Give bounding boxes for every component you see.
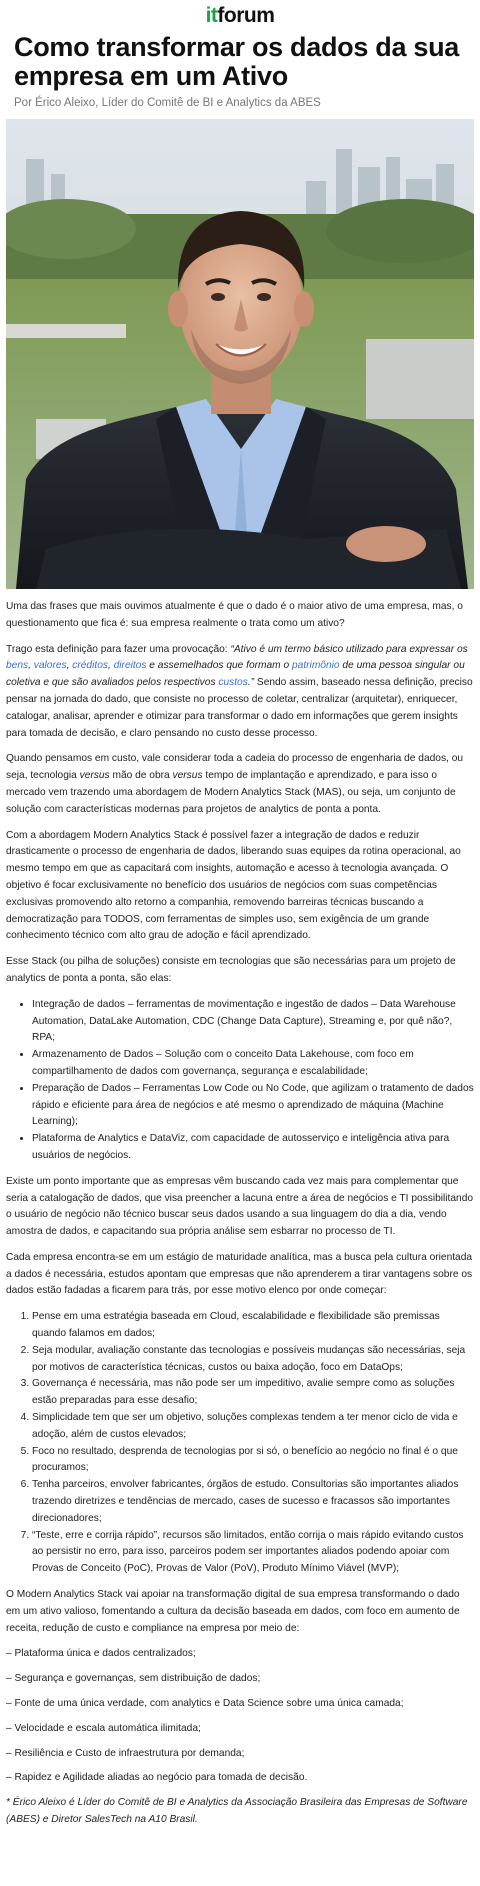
- text-span: mão de obra: [109, 770, 173, 782]
- text-span: ,: [66, 660, 73, 672]
- list-item: 4. Simplicidade tem que ser um objetivo, soluções complexas tendem a ter menor ciclo de vida e adoção, além de custos elevados;: [32, 1410, 474, 1444]
- list-item: • Armazenamento de Dados – Solução com o conceito Data Lakehouse, com foco em compartilhamento de dados com governança, segurança e escalabilidade;: [32, 1047, 474, 1081]
- list-item: – Resiliência e Custo de infraestrutura por demanda;: [6, 1747, 245, 1759]
- list-item: 7. “Teste, erre e corrija rápido”, recursos são limitados, então corrija o mais rápido evitando custos ao persistir no erro, para isso, parceiros podem ser importantes aliados podendo apoiar com Provas de Conceito (PoC), Provas de Valor (PoV), Produto Mínimo Viável (MVP);: [32, 1528, 474, 1578]
- stack-list: [6, 997, 474, 1165]
- list-item: – Plataforma única e dados centralizados;: [6, 1648, 196, 1660]
- link-creditos[interactable]: créditos: [72, 660, 108, 672]
- link-direitos[interactable]: direitos: [113, 660, 147, 672]
- list-item: – Segurança e governanças, sem distribuição de dados;: [6, 1673, 261, 1685]
- logo-forum: forum: [217, 4, 275, 27]
- list-item: 6. Tenha parceiros, envolver fabricantes, órgãos de estudo. Consultorias são importantes aliados trazendo diretrizes e tendências de mercado, cases de sucesso e fracassos são importantes direcionadores;: [32, 1477, 474, 1527]
- article-byline: Por Érico Aleixo, Líder do Comitê de BI e Analytics da ABES: [14, 97, 321, 109]
- link-valores[interactable]: valores: [33, 660, 67, 672]
- steps-list: [6, 1309, 474, 1578]
- text-span: “Ativo é um termo básico utilizado para expressar os: [230, 643, 468, 655]
- list-item: – Velocidade e escala automática ilimitada;: [6, 1722, 201, 1734]
- text-span: e assemelhados que formam o: [146, 660, 292, 672]
- text-span: versus: [79, 770, 110, 782]
- paragraph-definition: [6, 642, 474, 743]
- author-footnote: * Érico Aleixo é Líder do Comitê de BI e Analytics da Associação Brasileira das Empresas de Software (ABES) e Diretor SalesTech na A10 Brasil.: [6, 1797, 468, 1825]
- text-span: versus: [172, 770, 203, 782]
- text-span: Trago esta definição para fazer uma provocação:: [6, 643, 231, 655]
- list-item: 2. Seja modular, avaliação constante das tecnologias e possíveis mudanças são necessárias, seja por motivos de característica técnicas, custos ou baixa adoção, foco em DataOps;: [32, 1343, 474, 1377]
- list-item: 5. Foco no resultado, desprenda de tecnologias por si só, o benefício ao negócio no final é o que procuramos;: [32, 1444, 474, 1478]
- paragraph-stack-intro: Esse Stack (ou pilha de soluções) consiste em tecnologias que são necessárias para um projeto de analytics de ponta a ponta, são elas:: [6, 956, 456, 984]
- text-span: ,: [107, 660, 114, 672]
- text-span: Sendo assim, baseado nessa definição, preciso pensar na jornada do dado, que consiste no processo de coletar, centralizar (arquitetar), enriquecer, catalogar, analisar, aprender e otimizar para transformar o dado em informações que gerem insights para tomada de decisão, e claro pensando no custo desse processo.: [6, 677, 473, 739]
- list-item: – Fonte de uma única verdade, com analytics e Data Science sobre uma única camada;: [6, 1698, 404, 1710]
- list-item: – Rapidez e Agilidade aliadas ao negócio para tomada de decisão.: [6, 1772, 308, 1784]
- site-logo[interactable]: [0, 0, 480, 31]
- author-photo: [6, 119, 474, 589]
- paragraph-cost: [6, 751, 474, 818]
- article-body: [0, 599, 480, 1829]
- link-bens[interactable]: bens: [6, 660, 29, 672]
- text-span: tempo de implantação e aprendizado, e para isso o mercado vem trazendo uma abordagem de Modern Analytics Stack (MAS), ou seja, um conjunto de solução com características modernas para projetos de analytics de ponta a ponta.: [6, 770, 456, 815]
- paragraph-intro: Uma das frases que mais ouvimos atualmente é que o dado é o maior ativo de uma empresa, mas, o questionamento que fica é: sua empresa realmente o trata como um ativo?: [6, 601, 463, 629]
- paragraph-conclusion: O Modern Analytics Stack vai apoiar na transformação digital de sua empresa transformando o dado em um ativo valioso, fomentando a cultura da decisão baseada em dados, com foco em aumento de receita, redução de custo e compliance na empresa por meio de:: [6, 1589, 460, 1634]
- list-item: 1. Pense em uma estratégia baseada em Cloud, escalabilidade e flexibilidade são premissas quando falamos em dados;: [32, 1309, 474, 1343]
- link-custos[interactable]: custos: [218, 677, 248, 689]
- logo-it: it: [205, 4, 218, 27]
- list-item: • Integração de dados – ferramentas de movimentação e ingestão de dados – Data Warehouse Automation, DataLake Automation, CDC (Change Data Capture), Streaming e, por quê não?, RPA;: [32, 997, 474, 1047]
- text-span: Quando pensamos em custo, vale considerar toda a cadeia do processo de engenharia de dados, ou seja, tecnologia: [6, 753, 464, 782]
- text-span: .”: [247, 677, 255, 689]
- link-patrimonio[interactable]: patrimônio: [292, 660, 340, 672]
- article-title: Como transformar os dados da sua empresa em um Ativo: [14, 32, 459, 91]
- text-span: ,: [28, 660, 34, 672]
- list-item: 3. Governança é necessária, mas não pode ser um impeditivo, avalie sempre como as soluções estão preparadas para esse desafio;: [32, 1376, 474, 1410]
- list-item: • Preparação de Dados – Ferramentas Low Code ou No Code, que agilizam o tratamento de dados rápido e eficiente para área de negócios e até mesmo o aprendizado de máquina (Machine Learning);: [32, 1081, 474, 1131]
- text-span: de uma pessoa singular ou coletiva e que são avaliados pelos respectivos: [6, 660, 465, 689]
- paragraph-catalog: Existe um ponto importante que as empresas vêm buscando cada vez mais para complementar que seria a catalogação de dados, que visa preencher a lacuna entre a área de negócios e TI possibilitando o usuário de negócio não técnico buscar seus dados usando a sua linguagem do dia a dia, vendo amostra de dados, e capacitando sua própria análise sem esbarrar no processo de TI.: [6, 1175, 474, 1238]
- paragraph-maturity: Cada empresa encontra-se em um estágio de maturidade analítica, mas a busca pela cultura orientada a dados é necessária, estudos apontam que empresas que não aprenderem a tirar vantagens sobre os dados estão fadadas a ficarem para trás, por esse motivo elenco por onde começar:: [6, 1251, 473, 1297]
- benefits-list: [6, 1646, 474, 1787]
- paragraph-mas: Com a abordagem Modern Analytics Stack é possível fazer a integração de dados e reduzir drasticamente o processo de engenharia de dados, liberando suas equipes da rotina operacional, ao mesmo tempo em que as capacitará com insights, automação e acesso à tecnologia avançada. O objetivo é focar exclusivamente no benefício dos usuários de negócios com suas competências exclusivas promovendo alto retorno a companhia, removendo barreiras técnicas buscando a democratização para TODOS, com ferramentas de simples uso, sem exigência de um grande conhecimento técnico com alto grau de adoção e fácil aprendizado.: [6, 829, 461, 942]
- list-item: • Plataforma de Analytics e DataViz, com capacidade de autosserviço e inteligência ativa para usuários de negócios.: [32, 1131, 474, 1165]
